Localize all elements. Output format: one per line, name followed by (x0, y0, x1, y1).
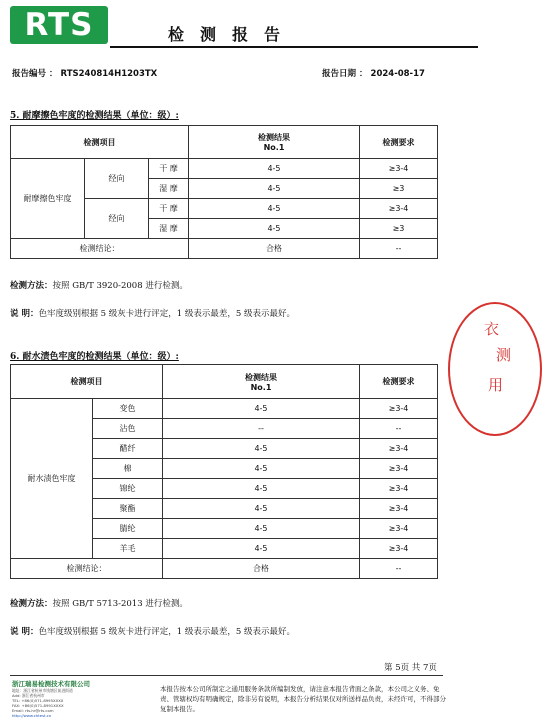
section5-note (10, 307, 295, 319)
company-info-line: FAX: +86(0)571-8991XXXX (12, 703, 64, 708)
conclusion-row (11, 559, 438, 579)
section6-title: 6. 耐水渍色牢度的检测结果（单位：级）: (10, 352, 179, 362)
sub-item-cell: 腈纶 (93, 519, 163, 539)
result-cell: 4-5 (163, 439, 360, 459)
result-cell: -- (163, 419, 360, 439)
sub-item-cell: 锦纶 (93, 479, 163, 499)
conclusion-requirement: -- (360, 239, 438, 259)
section5-method (10, 279, 188, 291)
seal-char: 测 (496, 346, 512, 364)
result-cell: 4-5 (163, 499, 360, 519)
conclusion-result: 合格 (163, 559, 360, 579)
header-result-no: No.1 (250, 382, 272, 392)
section6-note (10, 625, 295, 637)
header-requirement: 检测要求 (360, 365, 438, 399)
requirement-cell: ≥3-4 (360, 499, 438, 519)
conclusion-requirement: -- (360, 559, 438, 579)
sub-item-cell: 棉 (93, 459, 163, 479)
result-cell: 4-5 (163, 459, 360, 479)
sub-item-cell: 沾色 (93, 419, 163, 439)
table-header-row (11, 365, 438, 399)
requirement-cell: ≥3 (360, 179, 438, 199)
requirement-cell: ≥3-4 (360, 159, 438, 179)
requirement-cell: ≥3-4 (360, 519, 438, 539)
method-label: 检测方法： (10, 599, 53, 609)
header-result (163, 365, 360, 399)
conclusion-label: 检测结论： (11, 239, 189, 259)
note-text: 色牢度级别根据 5 级灰卡进行评定，1 级表示最差，5 级表示最好。 (38, 309, 296, 319)
result-cell: 4-5 (189, 219, 360, 239)
method-text: 按照 GB/T 5713-2013 进行检测。 (52, 599, 188, 609)
footer-divider (10, 675, 443, 676)
requirement-cell: ≥3-4 (360, 399, 438, 419)
condition-cell: 湿 摩 (149, 179, 189, 199)
report-date-value: 2024-08-17 (370, 69, 425, 79)
note-text: 色牢度级别根据 5 级灰卡进行评定，1 级表示最差，5 级表示最好。 (38, 627, 296, 637)
result-cell: 4-5 (163, 539, 360, 559)
company-website-link[interactable]: http://www.chtest.cn (12, 713, 52, 718)
group-label: 经向 (85, 199, 149, 239)
company-info-line: TEL: +86(0)571-8995XXXX (12, 698, 64, 703)
header-result-no: No.1 (263, 143, 285, 152)
result-cell: 4-5 (163, 399, 360, 419)
sub-item-cell: 变色 (93, 399, 163, 419)
sub-item-cell: 聚酯 (93, 499, 163, 519)
conclusion-row (11, 239, 438, 259)
note-label: 说 明： (10, 627, 39, 637)
group-label: 经向 (85, 159, 149, 199)
condition-cell: 湿 摩 (149, 219, 189, 239)
table-row (11, 399, 438, 419)
header-result-label: 检测结果 (258, 133, 290, 142)
water-spotting-table (10, 364, 438, 579)
conclusion-label: 检测结论： (11, 559, 163, 579)
result-cell: 4-5 (163, 479, 360, 499)
seal-char: 用 (488, 376, 504, 394)
report-number-label: 报告编号 (12, 69, 47, 79)
report-date-label: 报告日期 (322, 69, 357, 79)
method-label: 检测方法： (10, 281, 53, 291)
company-info-line: Email: rts-hr@rts.com (12, 708, 54, 713)
table-row (11, 159, 438, 179)
result-cell: 4-5 (189, 159, 360, 179)
result-cell: 4-5 (189, 179, 360, 199)
section6-method (10, 597, 188, 609)
inspection-seal (448, 302, 542, 436)
footer-company-name: 浙江瑞易检测技术有限公司 (12, 680, 90, 688)
header-item: 检测项目 (11, 126, 189, 159)
company-info-line: 地址：浙江省杭州市钱塘区前进街道 (12, 688, 73, 693)
result-cell: 4-5 (163, 519, 360, 539)
logo-text: RTS (24, 7, 94, 43)
report-date: 报告日期 ： 2024-08-17 (322, 69, 425, 79)
seal-char: 衣 (484, 320, 500, 338)
footer-disclaimer: 本报告按本公司所制定之通用服务条款所编制发放，请注意本报告背面之条款，本公司之义务、免责、管辖权均有明确规定，除非另有说明，本报告分析结果仅对所送样品负责，未经许可，不得部分复制本报告。 (160, 685, 446, 713)
report-title: 检测报告 (168, 25, 297, 44)
rubbing-main-label: 耐摩擦色牢度 (11, 159, 85, 239)
result-cell: 4-5 (189, 199, 360, 219)
condition-cell: 干 摩 (149, 199, 189, 219)
rubbing-fastness-table (10, 125, 438, 259)
sub-item-cell: 醋纤 (93, 439, 163, 459)
header-result (189, 126, 360, 159)
header-result-label: 检测结果 (245, 372, 277, 382)
requirement-cell: ≥3-4 (360, 439, 438, 459)
conclusion-result: 合格 (189, 239, 360, 259)
requirement-cell: ≥3-4 (360, 199, 438, 219)
section5-title: 5. 耐摩擦色牢度的检测结果（单位：级）: (10, 111, 179, 121)
report-number: 报告编号 ： RTS240814H1203TX (12, 69, 158, 79)
method-text: 按照 GB/T 3920-2008 进行检测。 (52, 281, 188, 291)
requirement-cell: ≥3-4 (360, 479, 438, 499)
note-label: 说 明： (10, 309, 39, 319)
title-divider (110, 46, 478, 48)
requirement-cell: ≥3-4 (360, 459, 438, 479)
company-info-line: Add: 浙江省杭州市 (12, 693, 45, 698)
requirement-cell: ≥3-4 (360, 539, 438, 559)
condition-cell: 干 摩 (149, 159, 189, 179)
requirement-cell: -- (360, 419, 438, 439)
requirement-cell: ≥3 (360, 219, 438, 239)
table-header-row (11, 126, 438, 159)
water-main-label: 耐水渍色牢度 (11, 399, 93, 559)
report-number-value: RTS240814H1203TX (60, 69, 158, 79)
sub-item-cell: 羊毛 (93, 539, 163, 559)
header-item: 检测项目 (11, 365, 163, 399)
company-logo (10, 6, 108, 44)
header-requirement: 检测要求 (360, 126, 438, 159)
page-number: 第 5页 共 7页 (384, 663, 437, 673)
footer-company-info (12, 688, 73, 718)
